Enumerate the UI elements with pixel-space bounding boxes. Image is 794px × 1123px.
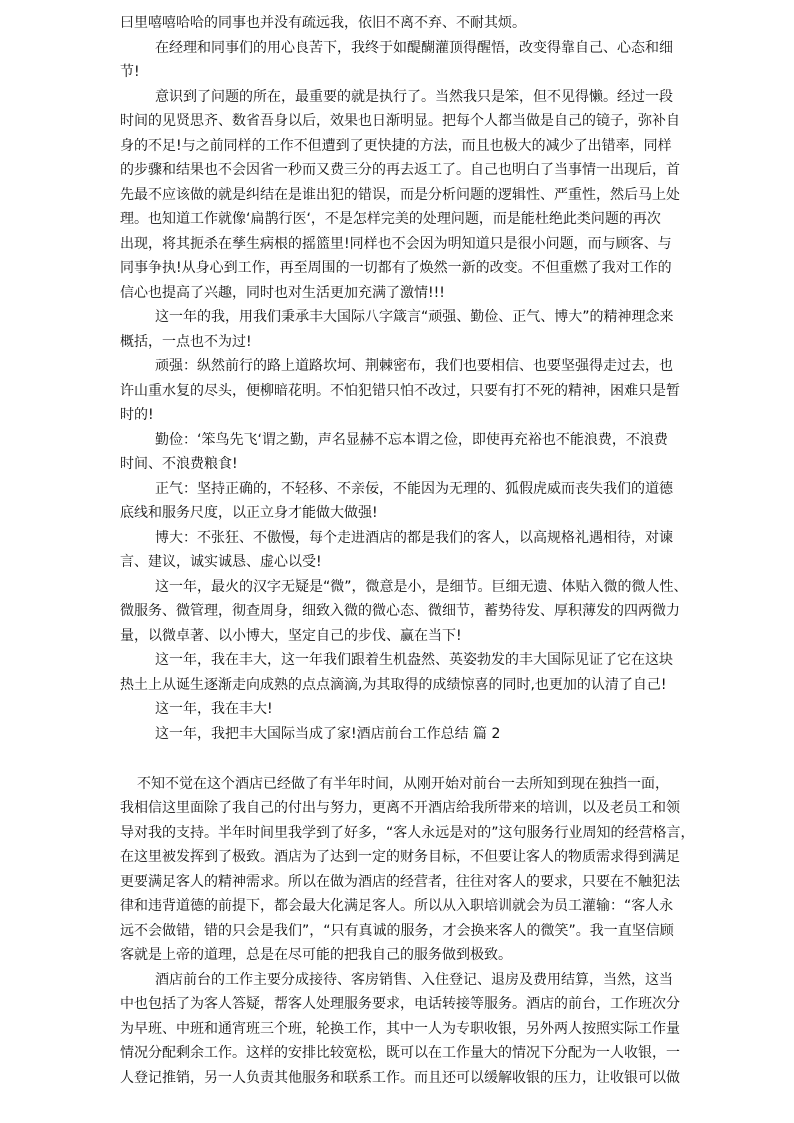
text-line: 这一年的我，用我们秉承丰大国际八字箴言“顽强、勤俭、正气、博大”的精神理念来	[155, 309, 674, 325]
text-line: 先最不应该做的就是纠结在是谁出犯的错误，而是分析问题的逻辑性、严重性，然后马上处	[120, 187, 680, 203]
text-line: 情况分配剩余工作。这样的安排比较宽松，既可以在工作量大的情况下分配为一人收银，一	[120, 1045, 680, 1061]
section-heading: 这一年，我把丰大国际当成了家!酒店前台工作总结 篇 2	[155, 726, 501, 742]
text-line: 更要满足客人的精神需求。所以在做为酒店的经营者，往往对客人的要求，只要在不触犯法	[120, 874, 680, 890]
text-line: 出现，将其扼杀在孳生病根的摇篮里!同样也不会因为明知道只是很小问题，而与顾客、与	[120, 236, 672, 252]
text-line: 节!	[120, 64, 140, 80]
text-line: 时间的见贤思齐、数省吾身以后，效果也日渐明显。把每个人都当做是自己的镜子，弥补自	[120, 113, 680, 129]
text-line: 客就是上帝的道理，总是在尽可能的把我自己的服务做到极致。	[120, 947, 512, 963]
text-line: 中也包括了为客人答疑，帮客人处理服务要求，电话转接等服务。酒店的前台，工作班次分	[120, 996, 680, 1012]
text-line: 这一年，最火的汉字无疑是“微”，微意是小，是细节。巨细无遗、体贴入微的微人性、	[155, 579, 688, 595]
text-line: 许山重水复的尽头，便柳暗花明。不怕犯错只怕不改过，只要有打不死的精神，困难只是暂	[120, 383, 680, 399]
text-line: 同事争执!从身心到工作，再至周围的一切都有了焕然一新的改变。不但重燃了我对工作的	[120, 260, 672, 276]
text-line: 言、建议，诚实诚恳、虚心以受!	[120, 554, 322, 570]
text-line: 身的不足!与之前同样的工作不但遭到了更快捷的方法，而且也极大的减少了出错率，同样	[120, 138, 672, 154]
text-line: 热土上从诞生逐渐走向成熟的点点滴滴,为其取得的成绩惊喜的同时,也更加的认清了自己!	[120, 677, 667, 693]
text-line: 的步骤和结果也不会因省一秒而又费三分的再去返工了。自己也明白了当事情一出现后，首	[120, 162, 680, 178]
text-line: 量，以微卓著、以小博大，坚定自己的步伐、赢在当下!	[120, 628, 462, 644]
text-line: 底线和服务尺度，以正立身才能做大做强!	[120, 505, 378, 521]
text-line: 在经理和同事们的用心良苦下，我终于如醍醐灌顶得醒悟，改变得靠自己、心态和细	[155, 40, 673, 56]
text-line: 时间、不浪费粮食!	[120, 456, 238, 472]
text-line: 不知不觉在这个酒店已经做了有半年时间，从刚开始对前台一去所知到现在独挡一面，	[137, 776, 669, 792]
text-line: 博大：不张狂、不傲慢，每个走进酒店的都是我们的客人，以高规格礼遇相待，对谏	[155, 530, 673, 546]
text-line: 顽强：纵然前行的路上道路坎坷、荆棘密布，我们也要相信、也要坚强得走过去，也	[155, 358, 673, 374]
text-line: 这一年，我在丰大!	[155, 701, 273, 717]
text-line: 酒店前台的工作主要分成接待、客房销售、入住登记、退房及费用结算，当然，这当	[155, 972, 673, 988]
text-line: 我相信这里面除了我自己的付出与努力，更离不开酒店给我所带来的培训，以及老员工和领	[120, 800, 680, 816]
text-line: 勤俭：‘笨鸟先飞‘谓之勤，声名显赫不忘本谓之俭，即使再充裕也不能浪费，不浪费	[155, 432, 668, 448]
text-line: 微服务、微管理，彻查周身，细致入微的微心态、微细节，蓄势待发、厚积薄发的四两微力	[120, 603, 680, 619]
text-line: 信心也提高了兴趣，同时也对生活更加充满了激情!!!	[120, 285, 445, 301]
text-line: 意识到了问题的所在，最重要的就是执行了。当然我只是笨，但不见得懒。经过一段	[155, 89, 673, 105]
text-line: 在这里被发挥到了极致。酒店为了达到一定的财务目标，不但要让客人的物质需求得到满足	[120, 849, 680, 865]
text-line: 人登记推销，另一人负责其他服务和联系工作。而且还可以缓解收银的压力，让收银可以做	[120, 1070, 680, 1086]
text-line: 律和违背道德的前提下，都会最大化满足客人。所以从入职培训就会为员工灌输：“客人永	[120, 898, 674, 914]
text-line: 理。也知道工作就像‘扁鹊行医‘，不是怎样完美的处理问题，而是能杜绝此类问题的再次	[120, 211, 661, 227]
text-line: 正气：坚持正确的，不轻移、不亲佞，不能因为无理的、狐假虎威而丧失我们的道德	[155, 481, 673, 497]
text-line: 导对我的支持。半年时间里我学到了好多，“客人永远是对的”这句服务行业周知的经营格言，	[120, 825, 695, 841]
text-line: 概括，一点也不为过!	[120, 334, 252, 350]
text-line: 为早班、中班和通宵班三个班，轮换工作，其中一人为专职收银，另外两人按照实际工作量	[120, 1021, 680, 1037]
text-line: 远不会做错，错的只会是我们”，“只有真诚的服务，才会换来客人的微笑”。我一直坚信顾	[120, 923, 674, 939]
text-line: 这一年，我在丰大，这一年我们跟着生机盎然、英姿勃发的丰大国际见证了它在这块	[155, 652, 673, 668]
text-line: 时的!	[120, 407, 154, 423]
text-line: 曰里嘻嘻哈哈的同事也并没有疏远我，依旧不离不弃、不耐其烦。	[120, 15, 526, 31]
